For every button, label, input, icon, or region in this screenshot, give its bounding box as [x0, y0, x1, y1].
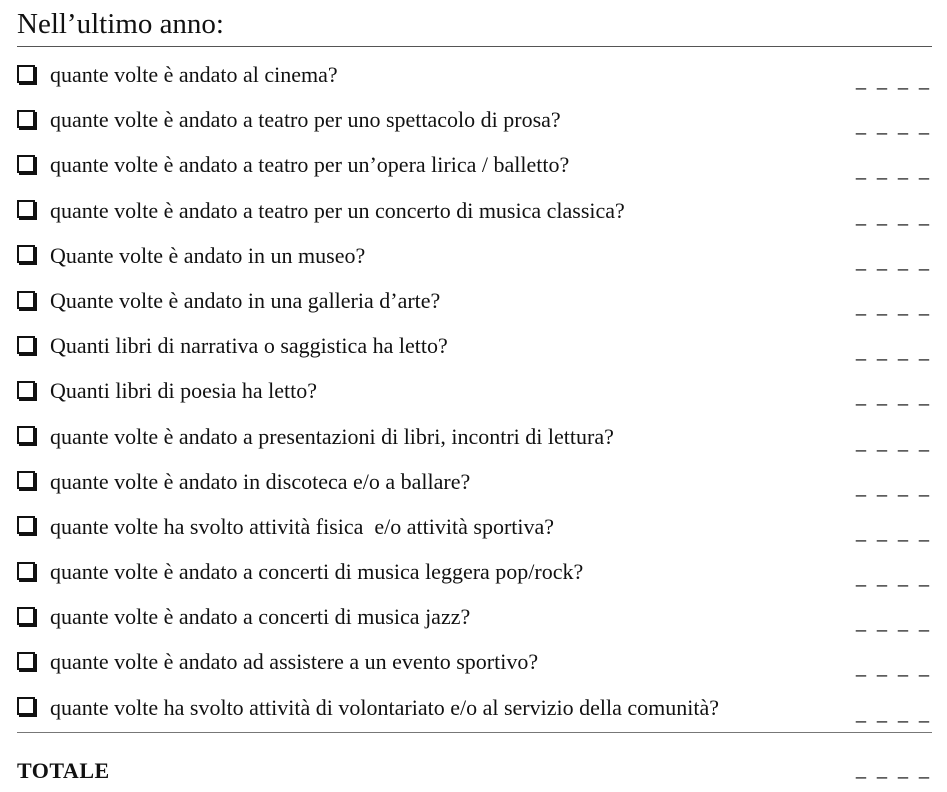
checkbox[interactable]: [17, 336, 35, 354]
question-text: quante volte è andato a teatro per un’opera lirica / balletto?: [50, 152, 570, 178]
checkbox[interactable]: [17, 516, 35, 534]
list-item: [17, 639, 932, 684]
question-text: quante volte ha svolto attività fisica e/o attività sportiva?: [50, 513, 555, 539]
answer-blank[interactable]: _ _ _ _: [855, 657, 932, 678]
checkbox[interactable]: [17, 245, 35, 263]
list-item: [17, 52, 932, 97]
answer-blank[interactable]: _ _ _ _: [855, 160, 932, 181]
answer-blank[interactable]: _ _ _ _: [855, 70, 932, 90]
list-item: [17, 414, 932, 459]
checkbox[interactable]: [17, 562, 35, 580]
question-text: quante volte è andato a teatro per uno spettacolo di prosa?: [50, 107, 561, 133]
list-item: [17, 323, 932, 368]
question-text: quante volte ha svolto attività di volontariato e/o al servizio della comunità?: [50, 694, 719, 720]
answer-blank[interactable]: _ _ _ _: [855, 295, 932, 316]
question-text: quante volte è andato a presentazioni di libri, incontri di lettura?: [50, 423, 614, 449]
question-text: quante volte è andato a teatro per un concerto di musica classica?: [50, 197, 625, 223]
question-text: quante volte è andato a concerti di musica jazz?: [50, 604, 471, 630]
bottom-divider: [17, 732, 932, 733]
answer-blank[interactable]: _ _ _ _: [855, 115, 932, 136]
list-item: [17, 368, 932, 413]
list-item: [17, 549, 932, 594]
list-item: [17, 504, 932, 549]
question-text: quante volte è andato in discoteca e/o a ballare?: [50, 468, 471, 494]
list-item: [17, 142, 932, 187]
checkbox[interactable]: [17, 607, 35, 625]
checkbox[interactable]: [17, 200, 35, 218]
question-text: quante volte è andato ad assistere a un evento sportivo?: [50, 649, 539, 675]
checkbox[interactable]: [17, 652, 35, 670]
top-divider: [17, 46, 932, 47]
checkbox[interactable]: [17, 697, 35, 715]
total-blank[interactable]: _ _ _ _: [855, 759, 932, 779]
answer-blank[interactable]: _ _ _ _: [855, 476, 932, 497]
question-list: [17, 52, 932, 730]
checkbox[interactable]: [17, 381, 35, 399]
checkbox[interactable]: [17, 471, 35, 489]
list-item: [17, 594, 932, 639]
question-text: Quanti libri di narrativa o saggistica ha letto?: [50, 333, 448, 359]
list-item: [17, 459, 932, 504]
checkbox[interactable]: [17, 155, 35, 173]
answer-blank[interactable]: _ _ _ _: [855, 341, 932, 362]
list-item: [17, 188, 932, 233]
list-item: [17, 278, 932, 323]
list-item: [17, 685, 932, 730]
page-title: Nell’ultimo anno:: [17, 8, 224, 40]
answer-blank[interactable]: _ _ _ _: [855, 386, 932, 407]
question-text: quante volte è andato al cinema?: [50, 62, 338, 87]
total-label: TOTALE: [17, 758, 110, 783]
answer-blank[interactable]: _ _ _ _: [855, 431, 932, 452]
answer-blank[interactable]: _ _ _ _: [855, 612, 932, 633]
list-item: [17, 233, 932, 278]
answer-blank[interactable]: _ _ _ _: [855, 567, 932, 588]
answer-blank[interactable]: _ _ _ _: [855, 250, 932, 271]
question-text: Quante volte è andato in un museo?: [50, 242, 366, 268]
checkbox[interactable]: [17, 426, 35, 444]
checkbox[interactable]: [17, 110, 35, 128]
checkbox[interactable]: [17, 65, 35, 83]
question-text: Quanti libri di poesia ha letto?: [50, 378, 317, 404]
answer-blank[interactable]: _ _ _ _: [855, 702, 932, 723]
list-item: [17, 97, 932, 142]
question-text: Quante volte è andato in una galleria d’arte?: [50, 287, 441, 313]
question-text: quante volte è andato a concerti di musica leggera pop/rock?: [50, 559, 584, 585]
answer-blank[interactable]: _ _ _ _: [855, 205, 932, 226]
checkbox[interactable]: [17, 291, 35, 309]
answer-blank[interactable]: _ _ _ _: [855, 521, 932, 542]
